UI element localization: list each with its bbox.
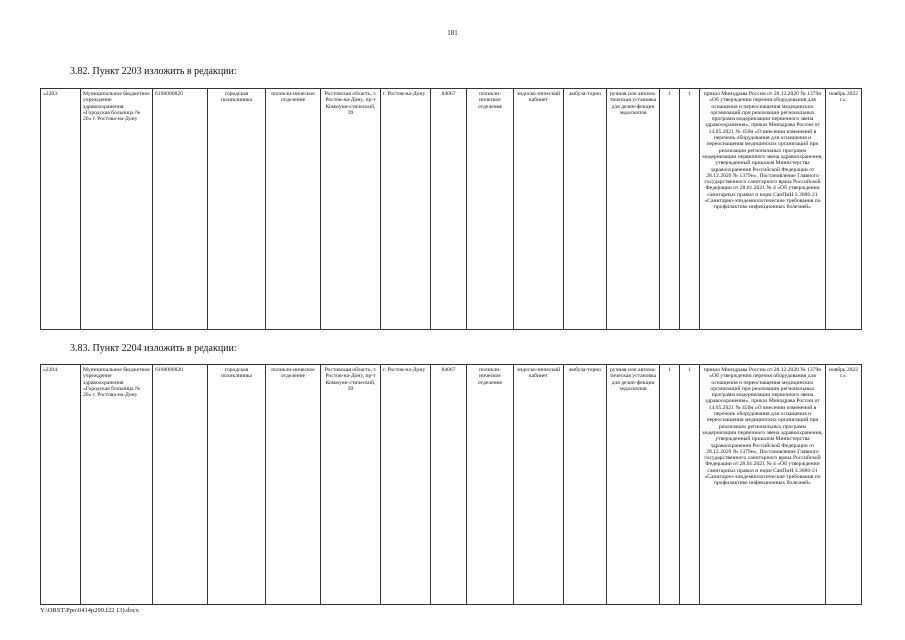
cell-legal-basis: приказ Минздрава России от 28.12.2020 № 1379н «Об утверждении перечня оборудования для оснащения и переоснащения медицинских организаций при реализации региональных программ модернизации первичного звена здравоохранения», приказ Минздрава России от 14.05.2021 № 450н «О внесении изменений в перечень оборудования для оснащения и переоснащения медицинских организаций при реализации региональных программ модернизации первичного звена здравоохранения, утвержденный приказом Министерства здравоохранения Российской Федерации от 28.12.2020 № 1379н», Постановление Главного государственного санитарного врача Российской Федерации от 28.01.2021 № 4 «Об утверждении санитарных правил и норм СанПиН 3.3686-21 «Санитарно-эпидемиологические требования по профилактике инфекционных болезней» [700,89,826,330]
cell-number: «2204. [41,365,81,605]
cell-inn: 6168000820 [153,365,208,605]
cell-inn: 6168000820 [153,89,208,330]
cell-number: «2203. [41,89,81,330]
cell-facility-type: городская поликлиника [208,89,266,330]
table-row [41,89,862,330]
footer-file-path: Y:\ORST\Ppo\0414p299.f22 13).docx [40,607,139,614]
amendment-table-2203 [40,88,862,330]
cell-room: эндоско-пический кабинет [514,89,564,330]
section-heading-3-83: 3.83. Пункт 2204 изложить в редакции: [70,343,237,354]
cell-city: г. Ростов-на-Дону [381,89,431,330]
cell-date: ноябрь 2022 г.». [826,365,862,605]
table-row [41,365,862,605]
cell-room: эндоско-пический кабинет [514,365,564,605]
cell-address: Ростовская область, г. Ростов-на-Дону, пр-т Коммуни-стический, 39 [321,365,381,605]
amendment-table-2204 [40,364,862,605]
cell-quantity-2: 1 [680,89,700,330]
cell-care-form: амбула-торно [564,365,607,605]
cell-department: поликли-ническое отделение [266,365,321,605]
cell-quantity-1: 1 [660,89,680,330]
cell-equipment: ручная или автома-тическая установка для дезин-фекции эндоскопов [607,89,660,330]
cell-code: 84067 [431,365,467,605]
page-number: 181 [447,29,458,37]
cell-date: ноябрь 2022 г.». [826,89,862,330]
cell-code: 84067 [431,89,467,330]
cell-organization: Муниципальное бюджетное учреждение здравоохранения «Городская больница № 20» г. Ростова-на-Дону [81,365,153,605]
cell-legal-basis: приказ Минздрава России от 28.12.2020 № 1379н «Об утверждении перечня оборудования для оснащения и переоснащения медицинских организаций при реализации региональных программ модернизации первичного звена здравоохранения», приказ Минздрава России от 14.05.2021 № 450н «О внесении изменений в перечень оборудования для оснащения и переоснащения медицинских организаций при реализации региональных программ модернизации первичного звена здравоохранения, утвержденный приказом Министерства здравоохранения Российской Федерации от 28.12.2020 № 1379н», Постановление Главного государственного санитарного врача Российской Федерации от 28.01.2021 № 4 «Об утверждении санитарных правил и норм СанПиН 3.3686-21 «Санитарно-эпидемиологические требования по профилактике инфекционных болезней» [700,365,826,605]
cell-department: поликли-ническое отделение [266,89,321,330]
section-heading-3-82: 3.82. Пункт 2203 изложить в редакции: [70,66,237,77]
cell-quantity-1: 1 [660,365,680,605]
cell-organization: Муниципальное бюджетное учреждение здравоохранения «Городская больница № 20» г. Ростова-на-Дону [81,89,153,330]
cell-quantity-2: 1 [680,365,700,605]
cell-unit: поликли-ническое отделение [467,365,514,605]
cell-address: Ростовская область, г. Ростов-на-Дону, пр-т Коммуни-стический, 39 [321,89,381,330]
cell-unit: поликли-ническое отделение [467,89,514,330]
cell-city: г. Ростов-на-Дону [381,365,431,605]
cell-facility-type: городская поликлиника [208,365,266,605]
cell-equipment: ручная или автома-тическая установка для дезин-фекции эндоскопов [607,365,660,605]
cell-care-form: амбула-торно [564,89,607,330]
